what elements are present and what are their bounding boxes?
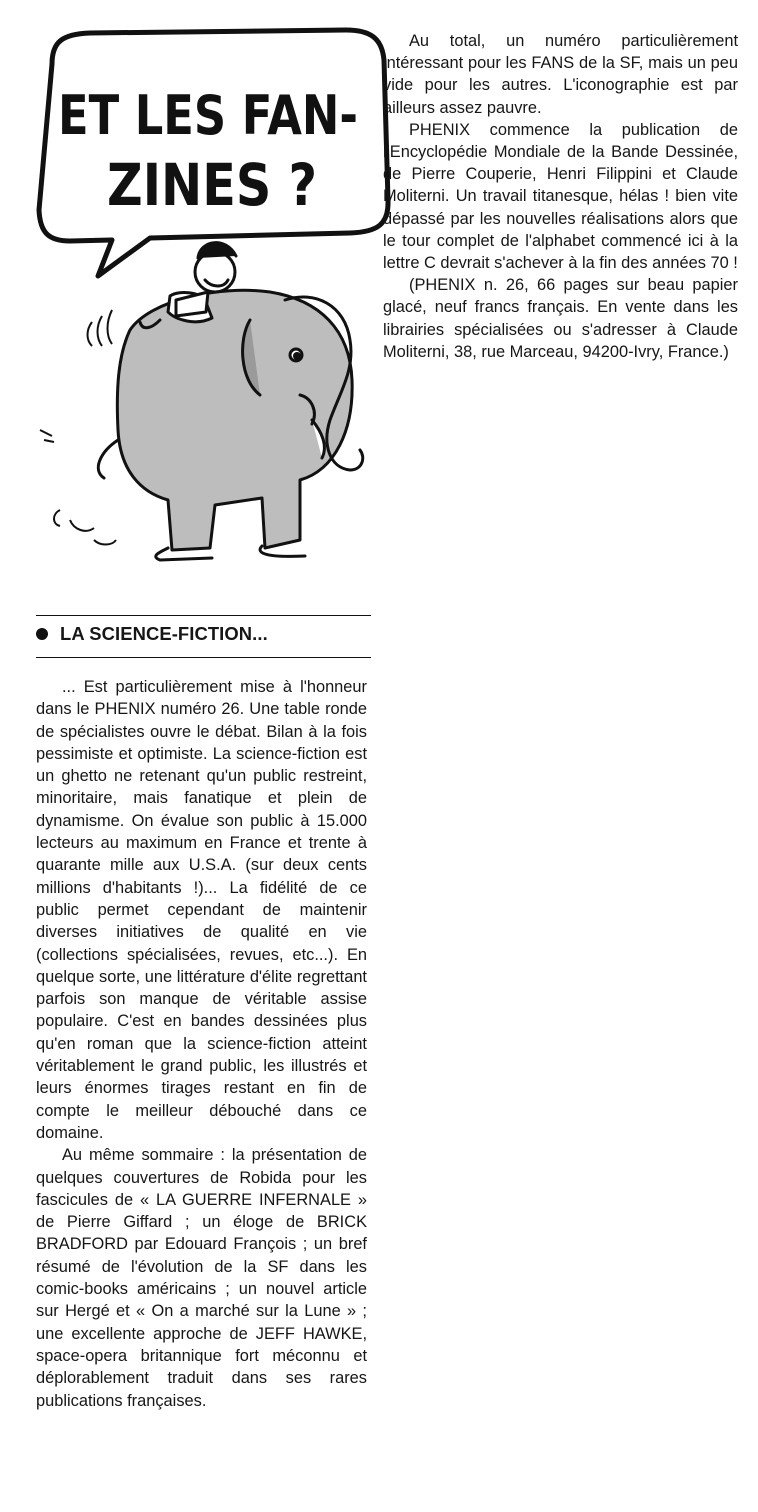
- right-paragraph-3: (PHENIX n. 26, 66 pages sur beau papier glacé, neuf francs français. En vente dans les librairies spécialisées ou s'adresser à Claude Moliterni, 38, rue Marceau, 94200-Ivry, France.): [383, 276, 738, 361]
- section-rule-top: [36, 615, 371, 616]
- mammoth: [98, 290, 362, 560]
- right-paragraph-2: PHENIX commence la publication de l'Encyclopédie Mondiale de la Bande Dessinée, de Pierre Couperie, Henri Filippini et Claude Moliterni. Un travail titanesque, hélas ! bien vite dépassé par les nouvelles réalisations alors que le tour complet de l'alphabet commencé ici à la lettre C devrait s'achever à la fin des années 70 !: [383, 120, 738, 273]
- left-column: [36, 676, 367, 1412]
- bubble-text-line1: ET LES FAN-: [58, 84, 358, 147]
- bullet-icon: [36, 628, 48, 640]
- mammoth-rider-drawing: [0, 0, 400, 600]
- left-paragraph-1: ... Est particulièrement mise à l'honneur dans le PHENIX numéro 26. Une table ronde de spécialistes ouvre le débat. Bilan à la fois pessimiste et optimiste. La science-fiction est un ghetto ne retenant qu'un public restreint, minoritaire, mais fanatique et plein de dynamisme. On évalue son public à 15.000 lecteurs au maximum en France et trente à quarante mille aux U.S.A. (sur deux cents millions d'habitants !)... La fidélité de ce public permet cependant de maintenir diverses initiatives de qualité en vie (collections spécialisées, revues, etc...). En quelque sorte, une littérature d'élite regrettant parfois son manque de véritable assise populaire. C'est en bandes dessinées plus qu'en roman que la science-fiction atteint véritablement le grand public, les illustrés et leurs énormes tirages restant en fin de compte le meilleur débouché dans ce domaine.: [36, 678, 367, 1142]
- section-rule-bottom: [36, 657, 371, 658]
- right-column: [383, 30, 738, 363]
- left-paragraph-2: Au même sommaire : la présentation de quelques couvertures de Robida pour les fascicules de « LA GUERRE INFERNALE » de Pierre Giffard ; un éloge de BRICK BRADFORD par Edouard François ; un bref résumé de l'évolution de la SF dans les comic-books américains ; un nouvel article sur Hergé et « On a marché sur la Lune » ; une excellente approche de JEFF HAWKE, space-opera britannique fort méconnu et déplorablement traduit dans ses rares publications françaises.: [36, 1146, 367, 1410]
- cartoon-illustration: [0, 0, 400, 600]
- right-paragraph-1: Au total, un numéro particulièrement intéressant pour les FANS de la SF, mais un peu vide pour les autres. L'iconographie est par ailleurs assez pauvre.: [383, 32, 738, 117]
- section-title: LA SCIENCE-FICTION...: [60, 623, 268, 644]
- section-header: [36, 623, 371, 645]
- bubble-text-line2: ZINES ?: [107, 151, 317, 219]
